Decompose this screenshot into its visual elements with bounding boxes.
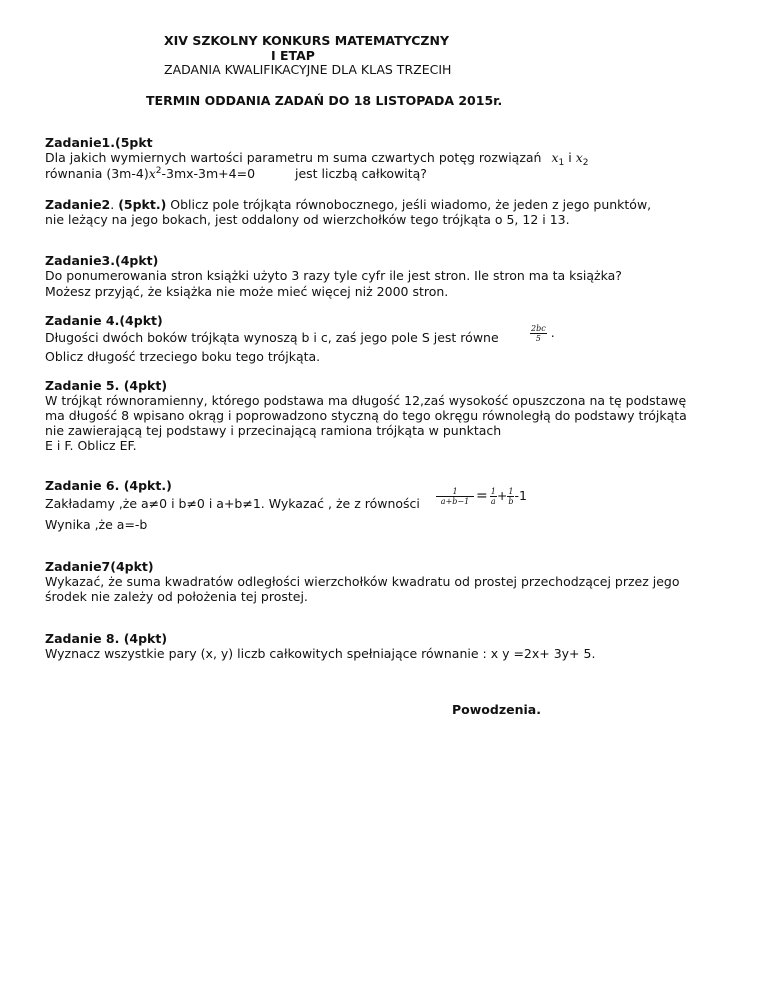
x-superscript: 2 <box>155 166 162 176</box>
task8-heading: Zadanie 8. (4pkt) <box>45 631 168 646</box>
task6-line2: Wynika ,że a=-b <box>45 517 148 532</box>
fraction-denominator: b <box>508 497 514 506</box>
task5-line3: nie zawierającą tej podstawy i przecinającą ramiona trójkąta w punktach <box>45 423 502 438</box>
task6-equation <box>436 487 527 506</box>
x-subscript-2: 2 <box>582 158 589 168</box>
plus-sign: + <box>496 488 508 503</box>
task2-points: (5pkt.) <box>118 197 167 212</box>
task2-line1 <box>45 197 651 212</box>
task2-line2: nie leżący na jego bokach, jest oddalony od wierzchołków tego trójkąta o 5, 12 i 13. <box>45 212 570 227</box>
task1-line1 <box>45 150 589 168</box>
task7-line1: Wykazać, że suma kwadratów odległości wierzchołków kwadratu od prostej przechodzącej przez jego <box>45 574 680 589</box>
deadline: TERMIN ODDANIA ZADAŃ DO 18 LISTOPADA 2015r. <box>146 93 503 108</box>
fraction-numerator: 1 <box>508 487 514 496</box>
task6-line1: Zakładamy ,że a≠0 i b≠0 i a+b≠1. Wykazać , że z równości <box>45 496 420 511</box>
closing-text: Powodzenia. <box>452 702 541 717</box>
task3-line1: Do ponumerowania stron książki użyto 3 razy tyle cyfr ile jest stron. Ile stron ma ta książka? <box>45 268 622 283</box>
task4-fraction <box>530 324 555 343</box>
x-variable: x <box>551 150 559 165</box>
task5-line4: E i F. Oblicz EF. <box>45 438 137 453</box>
task2-sep: . <box>110 197 119 212</box>
task4-heading: Zadanie 4.(4pkt) <box>45 313 163 328</box>
task1-text: Dla jakich wymiernych wartości parametru m suma czwartych potęg rozwiązań <box>45 150 542 165</box>
task2-text: Oblicz pole trójkąta równobocznego, jeśli wiadomo, że jeden z jego punktów, <box>166 197 652 212</box>
task1-eq-part2: -3mx-3m+4=0 <box>161 166 256 181</box>
task5-heading: Zadanie 5. (4pkt) <box>45 378 168 393</box>
task5-line2: ma długość 8 wpisano okrąg i poprowadzono styczną do tego okręgu równoległą do podstawy trójkąta <box>45 408 687 423</box>
header-title: XIV SZKOLNY KONKURS MATEMATYCZNY <box>164 33 450 48</box>
task4-line1: Długości dwóch boków trójkąta wynoszą b i c, zaś jego pole S jest równe <box>45 330 499 345</box>
task1-line2 <box>45 166 255 181</box>
task1-line2-tail: jest liczbą całkowitą? <box>295 166 427 181</box>
header-stage: I ETAP <box>271 48 315 63</box>
fraction-numerator: 2bc <box>531 324 546 333</box>
x-subscript-1: 1 <box>558 158 565 168</box>
fraction-numerator: 1 <box>490 487 496 496</box>
fraction-denominator: 5 <box>535 334 541 343</box>
fraction-numerator: 1 <box>436 487 474 497</box>
task1-eq-part1: równania (3m-4) <box>45 166 149 181</box>
task3-heading: Zadanie3.(4pkt) <box>45 253 159 268</box>
x-variable: x <box>148 166 156 181</box>
task2-heading: Zadanie2 <box>45 197 111 212</box>
x-variable: x <box>575 150 583 165</box>
task1-heading: Zadanie1.(5pkt <box>45 135 153 150</box>
task7-heading: Zadanie7(4pkt) <box>45 559 154 574</box>
equals-sign: = <box>476 488 488 504</box>
task4-dot: . <box>550 325 555 340</box>
task8-line1: Wyznacz wszystkie pary (x, y) liczb całkowitych spełniające równanie : x y =2x+ 3y+ 5. <box>45 646 596 661</box>
fraction-denominator: a <box>490 497 496 506</box>
fraction-denominator: a+b−1 <box>440 497 470 506</box>
task5-line1: W trójkąt równoramienny, którego podstawa ma długość 12,zaś wysokość opuszczona na tę podstawę <box>45 393 687 408</box>
task6-heading: Zadanie 6. (4pkt.) <box>45 478 172 493</box>
and-word: i <box>564 150 576 165</box>
task4-line2: Oblicz długość trzeciego boku tego trójkąta. <box>45 349 321 364</box>
task3-line2: Możesz przyjąć, że książka nie może mieć więcej niż 2000 stron. <box>45 284 449 299</box>
task7-line2: środek nie zależy od położenia tej prostej. <box>45 589 308 604</box>
header-subtitle: ZADANIA KWALIFIKACYJNE DLA KLAS TRZECIH <box>164 62 452 77</box>
minus-one: -1 <box>514 488 527 503</box>
